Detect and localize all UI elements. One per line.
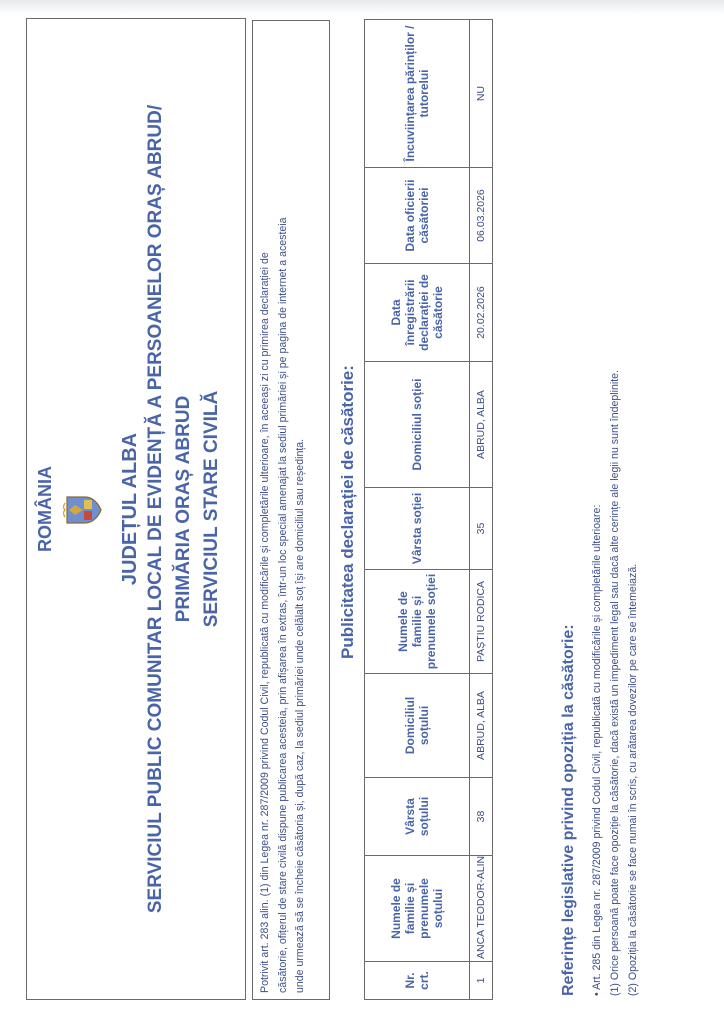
cell-husband-age: 38 <box>470 778 493 856</box>
cell-registration-date: 20.02.2026 <box>470 264 493 362</box>
table-header-row <box>365 20 470 1000</box>
col-header-marriage-date: Data oficierii căsătoriei <box>365 168 470 264</box>
cell-wife-name: PAȘTIU RODICA <box>470 570 493 674</box>
department-title: SERVICIUL STARE CIVILĂ <box>201 390 222 628</box>
cell-husband-name: ANCA TEODOR-ALIN <box>470 856 493 962</box>
cell-nr: 1 <box>470 962 493 1000</box>
col-header-wife-age: Vârsta soției <box>365 488 470 570</box>
service-title: SERVICIUL PUBLIC COMUNITAR LOCAL DE EVIDENȚĂ A PERSOANELOR ORAȘ ABRUD/ <box>145 104 166 914</box>
references-title: Referințe legislative privind opoziția la căsătorie: <box>560 624 577 996</box>
reference-line: • Art. 285 din Legea nr. 287/2009 privind Codul Civil, republicată cu modificările și completările ulterioare: <box>591 504 603 996</box>
cell-husband-domicile: ABRUD, ALBA <box>470 674 493 778</box>
cell-wife-domicile: ABRUD, ALBA <box>470 362 493 488</box>
cell-wife-age: 35 <box>470 488 493 570</box>
legal-intro-box <box>252 20 330 1000</box>
county-title: JUDEȚUL ALBA <box>119 432 141 586</box>
col-header-husband-name: Numele de familie și prenumele soțului <box>365 856 470 962</box>
intro-line: Potrivit art. 283 alin. (1) din Legea nr. 287/2009 privind Codul Civil, republicată cu modificările și completările ulterioare, în aceeași zi cu primirea declarației de <box>259 252 271 993</box>
table-row <box>470 20 493 1000</box>
col-header-nr: Nr. crt. <box>365 962 470 1000</box>
intro-line: căsătorie, ofițerul de stare civilă dispune publicarea acesteia, prin afișarea în extras, într-un loc special amenajat la sediul primăriei și pe pagina de internet a acesteia <box>276 217 289 993</box>
cell-parental-consent: NU <box>470 20 493 168</box>
col-header-wife-domicile: Domiciliul soției <box>365 362 470 488</box>
marriage-declaration-table <box>364 19 493 1000</box>
country-title: ROMÂNIA <box>35 466 55 552</box>
col-header-husband-domicile: Domiciliul soțului <box>365 674 470 778</box>
reference-line: (1) Orice persoană poate face opoziție la căsătorie, dacă există un impediment legal sau dacă alte cerințe ale legii nu sunt îndeplinite. <box>609 370 621 996</box>
header-box <box>26 18 246 1000</box>
col-header-husband-age: Vârsta soțului <box>365 778 470 856</box>
col-header-parental-consent: Încuviințarea părinților / tutorelui <box>365 20 470 168</box>
reference-line: (2) Opoziția la căsătorie se face numai în scris, cu arătarea dovezilor pe care se întemeiază. <box>627 563 639 996</box>
col-header-wife-name: Numele de familie și prenumele soției <box>365 570 470 674</box>
intro-line: unde urmează să se încheie căsătoria și, după caz, la sediul primăriei unde celălalt soț își are domiciliul sau reședința. <box>294 438 306 993</box>
publication-title: Publicitatea declarației de căsătorie: <box>338 365 357 659</box>
scan-edge <box>0 0 724 14</box>
city-hall-title: PRIMĂRIA ORAȘ ABRUD <box>173 395 194 623</box>
coat-of-arms-icon <box>63 493 103 527</box>
cell-marriage-date: 06.03.2026 <box>470 168 493 264</box>
col-header-registration-date: Data înregistrării declarației de căsătorie <box>365 264 470 362</box>
references-list <box>588 36 642 996</box>
